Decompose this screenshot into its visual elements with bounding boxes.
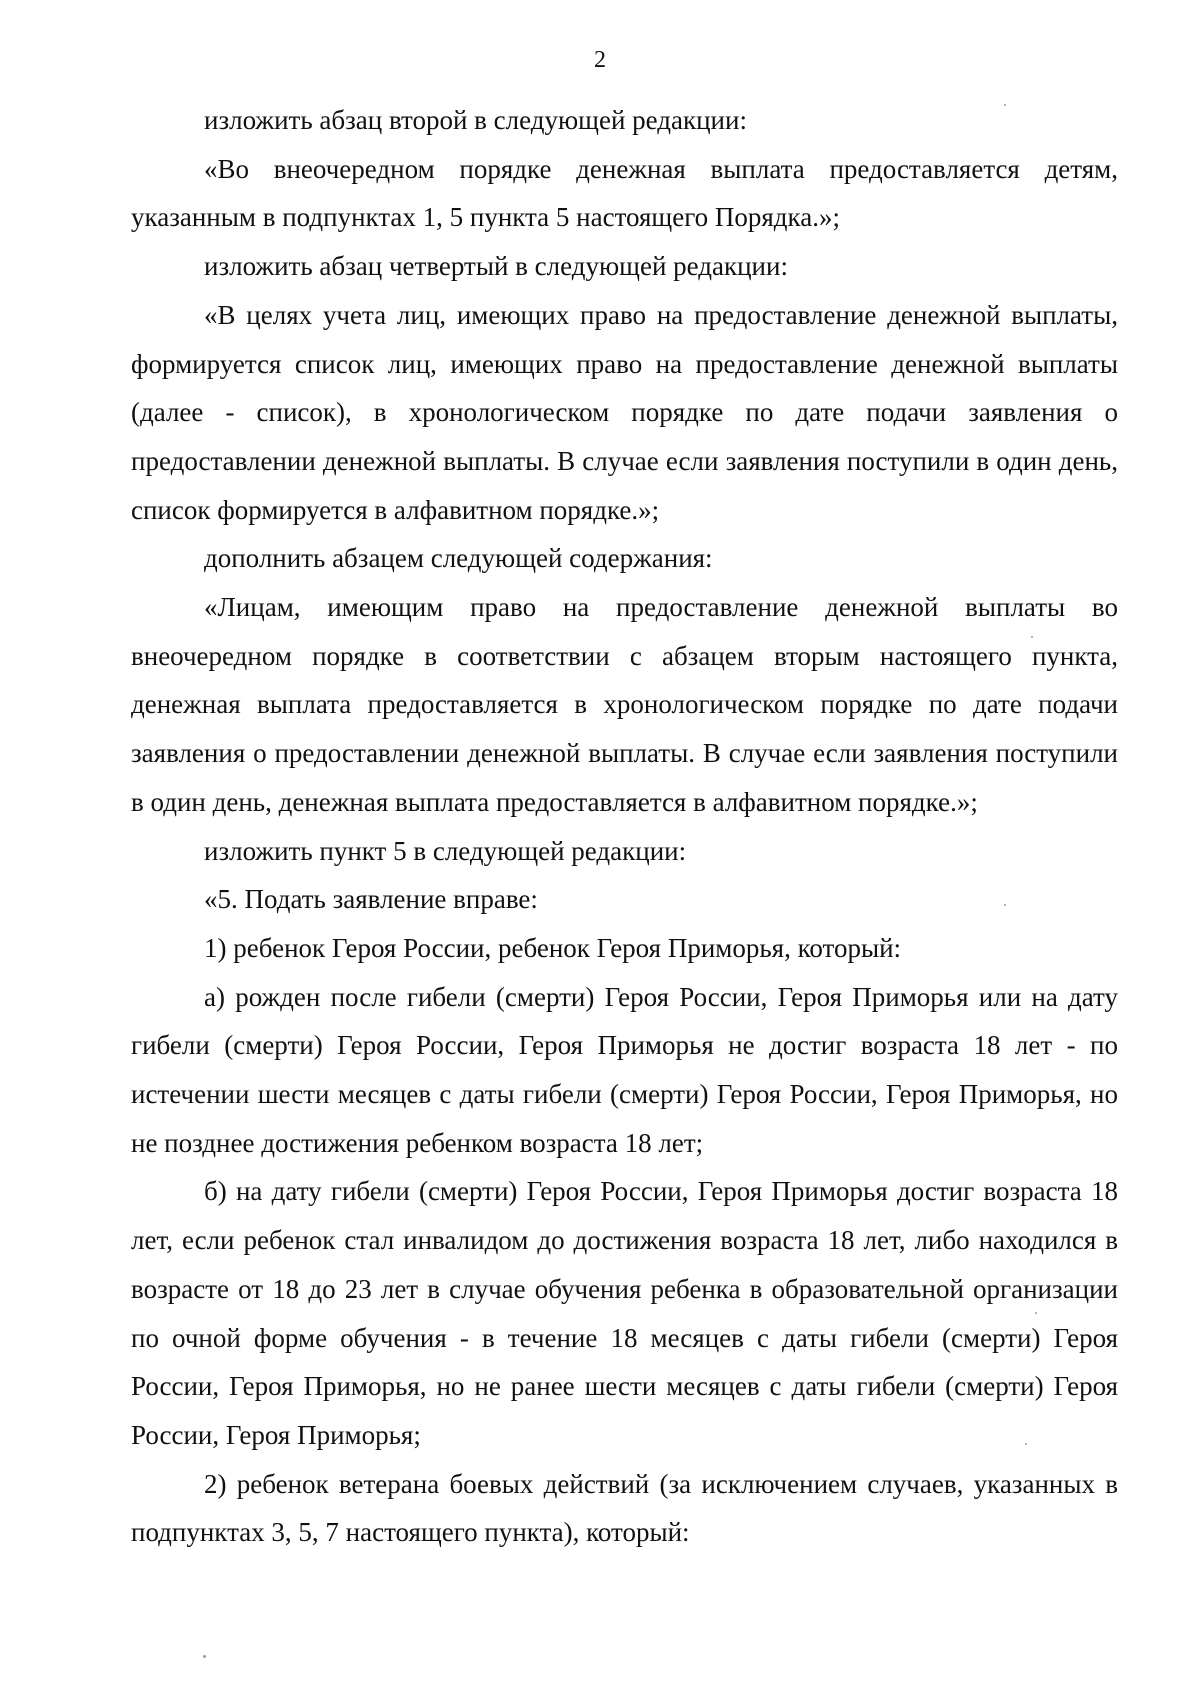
paragraph: 2) ребенок ветерана боевых действий (за исключением случаев, указанных в подпунктах 3, 5, 7 настоящего пункта), который: bbox=[131, 1468, 1118, 1548]
paragraph: «Лицам, имеющим право на предоставление денежной выплаты во внеочередном порядке в соответствии с абзацем вторым настоящего пункта, денежная выплата предоставляется в хронологическом порядке по дате подачи заявления о предоставлении денежной выплаты. В случае если заявления поступили в один день, денежная выплата предоставляется в алфавитном порядке.»; bbox=[131, 592, 1118, 817]
scan-speck bbox=[1004, 904, 1006, 906]
paragraph: «В целях учета лиц, имеющих право на предоставление денежной выплаты, формируется список лиц, имеющих право на предоставление денежной выплаты (далее - список), в хронологическом порядке по дате подачи заявления о предоставлении денежной выплаты. В случае если заявления поступили в один день, список формируется в алфавитном порядке.»; bbox=[131, 299, 1118, 525]
paragraph: «5. Подать заявление вправе: bbox=[204, 884, 538, 915]
paragraph: 1) ребенок Героя России, ребенок Героя Приморья, который: bbox=[204, 932, 902, 963]
paragraph: изложить абзац четвертый в следующей редакции: bbox=[204, 251, 788, 282]
scan-speck bbox=[1035, 1312, 1037, 1314]
paragraph: изложить абзац второй в следующей редакции: bbox=[204, 105, 747, 135]
page-number: 2 bbox=[594, 47, 606, 73]
paragraph: изложить пункт 5 в следующей редакции: bbox=[204, 835, 687, 866]
paragraph: а) рожден после гибели (смерти) Героя России, Героя Приморья или на дату гибели (смерти) Героя России, Героя Приморья не достиг возраста 18 лет - по истечении шести месяцев с даты гибели (смерти) Героя России, Героя Приморья, но не позднее достижения ребенком возраста 18 лет; bbox=[131, 981, 1118, 1158]
paragraph: «Во внеочередном порядке денежная выплата предоставляется детям, указанным в подпунктах 1, 5 пункта 5 настоящего Порядка.»; bbox=[131, 153, 1118, 233]
scan-speck bbox=[1031, 636, 1033, 638]
scan-speck bbox=[203, 1655, 206, 1658]
paragraph: дополнить абзацем следующей содержания: bbox=[204, 543, 713, 574]
paragraph: б) на дату гибели (смерти) Героя России, Героя Приморья достиг возраста 18 лет, если ребенок стал инвалидом до достижения возраста 18 лет, либо находился в возрасте от 18 до 23 лет в случае обучения ребенка в образовательной организации по очной форме обучения - в течение 18 месяцев с даты гибели (смерти) Героя России, Героя Приморья, но не ранее шести месяцев с даты гибели (смерти) Героя России, Героя Приморья; bbox=[131, 1176, 1118, 1450]
scan-speck bbox=[1025, 1443, 1027, 1445]
document-body bbox=[131, 96, 1118, 1557]
scan-speck bbox=[1004, 104, 1006, 106]
